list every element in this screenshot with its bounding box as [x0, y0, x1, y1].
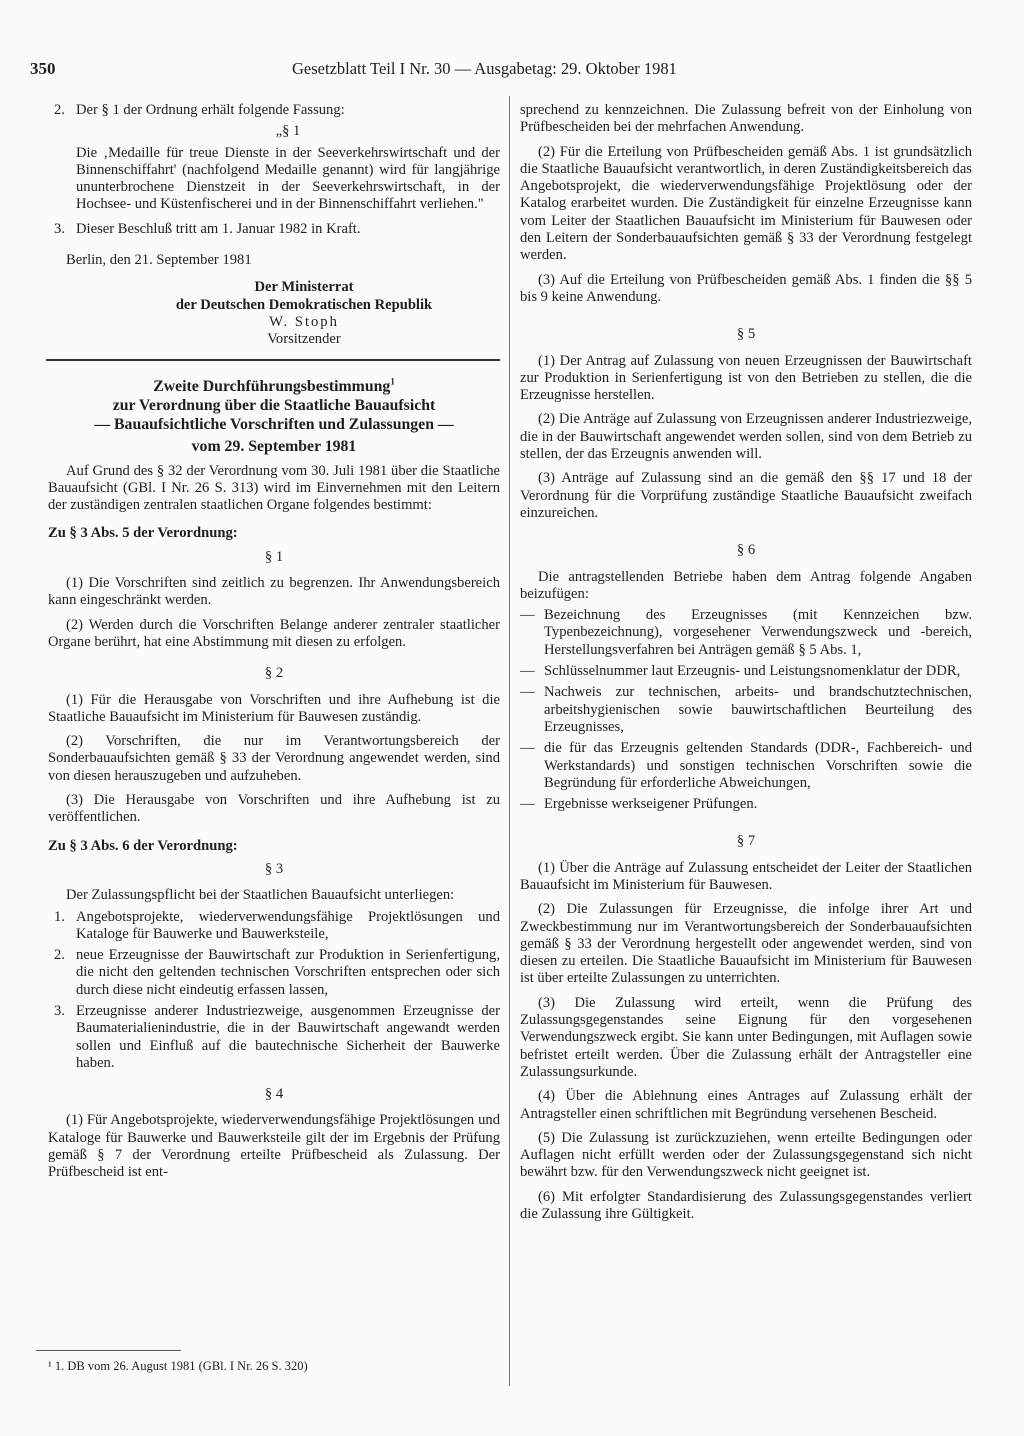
signature-name: W. Stoph — [269, 313, 339, 330]
paragraph: (1) Über die Anträge auf Zulassung entscheidet der Leiter der Staatlichen Bauaufsicht im Ministerium für Bauwesen. — [520, 859, 972, 893]
paragraph: (6) Mit erfolgter Standardisierung des Zulassungsgegenstandes verliert die Zulassung ihre Gültigkeit. — [520, 1188, 972, 1223]
right-column — [520, 102, 972, 1223]
list-item: 1. Angebotsprojekte, wiederverwendungsfähige Projektlösungen und Kataloge für Bauwerke und Bauwerksteile, — [54, 908, 500, 942]
section-heading: § 6 — [736, 542, 756, 559]
header-title: Gesetzblatt Teil I Nr. 30 — Ausgabetag: 29. Oktober 1981 — [292, 59, 677, 78]
paragraph: (1) Die Vorschriften sind zeitlich zu begrenzen. Ihr Anwendungsbereich kann eingeschränkt werden. — [48, 575, 500, 609]
column-divider — [509, 96, 510, 1386]
list-item: — die für das Erzeugnis geltenden Standards (DDR-, Fachbereich- und Werkstandards) und sonstigen technischen Vorschriften sowie die Begründung für erforderliche Abweichungen, — [520, 740, 972, 791]
list-item: — Nachweis zur technischen, arbeits- und brandschutztechnischen, arbeitshygienischen sowie bauwirtschaftlichen Beurteilung des Erzeugnisses, — [520, 684, 972, 735]
decree-title: Zweite Durchführungsbestimmung — [153, 377, 391, 395]
section-heading: § 4 — [264, 1086, 284, 1103]
paragraph: (2) Die Anträge auf Zulassung von Erzeugnissen anderer Industriezweige, die in der Bauwirtschaft angewendet werden sollen, sind von dem Betrieb zu stellen, der das Erzeugnis anwenden will. — [520, 411, 972, 463]
paragraph: (3) Auf die Erteilung von Prüfbescheiden gemäß Abs. 1 finden die §§ 5 bis 9 keine Anwendung. — [520, 271, 972, 305]
quote-heading: „§ 1 — [275, 123, 301, 140]
intro-paragraph: Auf Grund des § 32 der Verordnung vom 30. Juli 1981 über die Staatliche Bauaufsicht (GBl. I Nr. 26 S. 313) wird im Einvernehmen mit den Leitern der zuständigen zentralen staatlichen Organe folgendes bestimmt: — [48, 462, 500, 514]
section-heading: § 2 — [264, 665, 284, 682]
paragraph: Der Zulassungspflicht bei der Staatlichen Bauaufsicht unterliegen: — [66, 887, 455, 904]
paragraph: (1) Für Angebotsprojekte, wiederverwendungsfähige Projektlösungen und Kataloge für Bauwerke und Bauwerksteile gilt der im Ergebnis der Prüfung gemäß § 7 der Verordnung erteilte Prüfbescheid als Zulassung. Der Prüfbescheid ist ent- — [48, 1112, 500, 1181]
paragraph: Die antragstellenden Betriebe haben dem Antrag folgende Angaben beizufügen: — [520, 568, 972, 602]
paragraph: (2) Für die Erteilung von Prüfbescheiden gemäß Abs. 1 ist grundsätzlich die Staatliche Bauaufsicht verantwortlich, in deren Zuständigkeitsbereich das Angebotsprojekt, die wiederverwendungsfähige Projektlösung oder der Katalog erarbeitet wurden. Die Zuständigkeit für einzelne Erzeugnisse kann vom Leiter der Staatlichen Bauaufsicht im Ministerium für Bauwesen oder den Leitern der Sonderbauaufsichten gemäß § 33 der Verordnung festgelegt werden. — [520, 143, 972, 264]
signature-org: der Deutschen Demokratischen Republik — [175, 296, 433, 313]
signature-org: Der Ministerrat — [254, 279, 354, 296]
paragraph: (4) Über die Ablehnung eines Antrages auf Zulassung erhält der Antragsteller einen schriftlichen mit Begründung versehenen Bescheid. — [520, 1088, 972, 1122]
signature-role: Vorsitzender — [267, 331, 341, 348]
list-item: 3. Erzeugnisse anderer Industriezweige, ausgenommen Erzeugnisse der Baumaterialienindustrie, die in der Bauwirtschaft angewandt werden sollen und Einfluß auf die bautechnische Sicherheit der Bauwerke haben. — [54, 1002, 500, 1071]
paragraph: (2) Die Zulassungen für Erzeugnisse, die infolge ihrer Art und Zweckbestimmung nur im Verantwortungsbereich der Sonderbauaufsichten gemäß § 33 der Verordnung hergestellt oder angewendet werden, sind von diesen zu erteilen. Die Staatliche Bauaufsicht im Ministerium für Bauwesen ist über erteilte Zulassungen zu unterrichten. — [520, 901, 972, 987]
decree-title: zur Verordnung über die Staatliche Bauaufsicht — [112, 396, 436, 414]
list-item: 2. neue Erzeugnisse der Bauwirtschaft zur Produktion in Serienfertigung, die nicht den geltenden technischen Vorschriften entsprechen oder sich durch diese nicht eindeutig erfassen lassen, — [54, 947, 500, 998]
list-item: — Bezeichnung des Erzeugnisses (mit Kennzeichen bzw. Typenbezeichnung), vorgesehener Verwendungszweck und -bereich, Herstellungsverfahren bei Anträgen gemäß § 5 Abs. 1, — [520, 607, 972, 658]
paragraph: (2) Werden durch die Vorschriften Belange anderer zentraler staatlicher Organe berührt, hat eine Abstimmung mit diesen zu erfolgen. — [48, 616, 500, 650]
list-item: — Schlüsselnummer laut Erzeugnis- und Leistungsnomenklatur der DDR, — [520, 663, 961, 680]
section-heading: § 3 — [264, 860, 284, 877]
footnote-ref: 1 — [390, 376, 395, 387]
list-item: 3. Dieser Beschluß tritt am 1. Januar 1982 in Kraft. — [54, 220, 361, 237]
paragraph: (3) Die Herausgabe von Vorschriften und ihre Aufhebung ist zu veröffentlichen. — [48, 792, 500, 826]
page-number: 350 — [30, 59, 56, 78]
section-divider — [46, 359, 500, 361]
section-heading: § 5 — [736, 326, 756, 343]
paragraph: (1) Für die Herausgabe von Vorschriften und ihre Aufhebung ist die Staatliche Bauaufsicht im Ministerium für Bauwesen zuständig. — [48, 691, 500, 725]
footnote-divider — [36, 1350, 181, 1351]
page-header — [30, 60, 995, 82]
paragraph: (2) Vorschriften, die nur im Verantwortungsbereich der Sonderbauaufsichten gemäß § 33 der Verordnung angewendet werden, sind von diesen herauszugeben und aufzuheben. — [48, 733, 500, 784]
place-date: Berlin, den 21. September 1981 — [66, 252, 252, 269]
section-heading: § 7 — [736, 833, 756, 850]
decree-date: vom 29. September 1981 — [191, 437, 357, 455]
decree-title: — Bauaufsichtliche Vorschriften und Zulassungen — — [94, 415, 454, 433]
list-item: 2. Der § 1 der Ordnung erhält folgende Fassung: — [54, 102, 345, 118]
paragraph: (5) Die Zulassung ist zurückzuziehen, wenn erteilte Bedingungen oder Auflagen nicht erfüllt werden oder der Zulassungsgegenstand sich nicht bewährt bzw. für den Verwendungszweck nicht geeignet ist. — [520, 1129, 972, 1181]
paragraph: sprechend zu kennzeichnen. Die Zulassung befreit von der Einholung von Prüfbescheiden bei der mehrfachen Anwendung. — [520, 102, 972, 136]
subsection-heading: Zu § 3 Abs. 5 der Verordnung: — [48, 525, 238, 542]
paragraph: (3) Anträge auf Zulassung sind an die gemäß den §§ 17 und 18 der Verordnung für die Vorprüfung zuständige Staatliche Bauaufsicht zweifach einzureichen. — [520, 470, 972, 521]
left-column — [48, 102, 500, 1182]
paragraph: (1) Der Antrag auf Zulassung von neuen Erzeugnissen der Bauwirtschaft zur Produktion in Serienfertigung ist von den Betrieben zu stellen, die die Erzeugnisse herstellen. — [520, 352, 972, 404]
decree-heading — [48, 377, 500, 456]
subsection-heading: Zu § 3 Abs. 6 der Verordnung: — [48, 837, 238, 854]
paragraph: (3) Die Zulassung wird erteilt, wenn die Prüfung des Zulassungsgegenstandes seine Eignung für den vorgesehenen Verwendungszweck ergibt. Sie kann unter Bedingungen, mit Auflagen sowie befristet erteilt werden. Über die Zulassung erhält der Antragsteller eine Zulassungsurkunde. — [520, 994, 972, 1080]
list-item: — Ergebnisse werkseigener Prüfungen. — [520, 796, 758, 813]
section-heading: § 1 — [264, 548, 284, 565]
footnote: ¹ 1. DB vom 26. August 1981 (GBl. I Nr. 26 S. 320) — [48, 1359, 308, 1373]
signature-block — [108, 279, 500, 348]
quote-text: Die ‚Medaille für treue Dienste in der Seeverkehrswirtschaft und der Binnenschiffahrt' (nachfolgend Medaille genannt) wird für langjährige ununterbrochene Dienstzeit in der Seeverkehrswirtschaft, in der Hochsee- und Küstenfischerei und in der Binnenschiffahrt verliehen." — [76, 144, 500, 213]
